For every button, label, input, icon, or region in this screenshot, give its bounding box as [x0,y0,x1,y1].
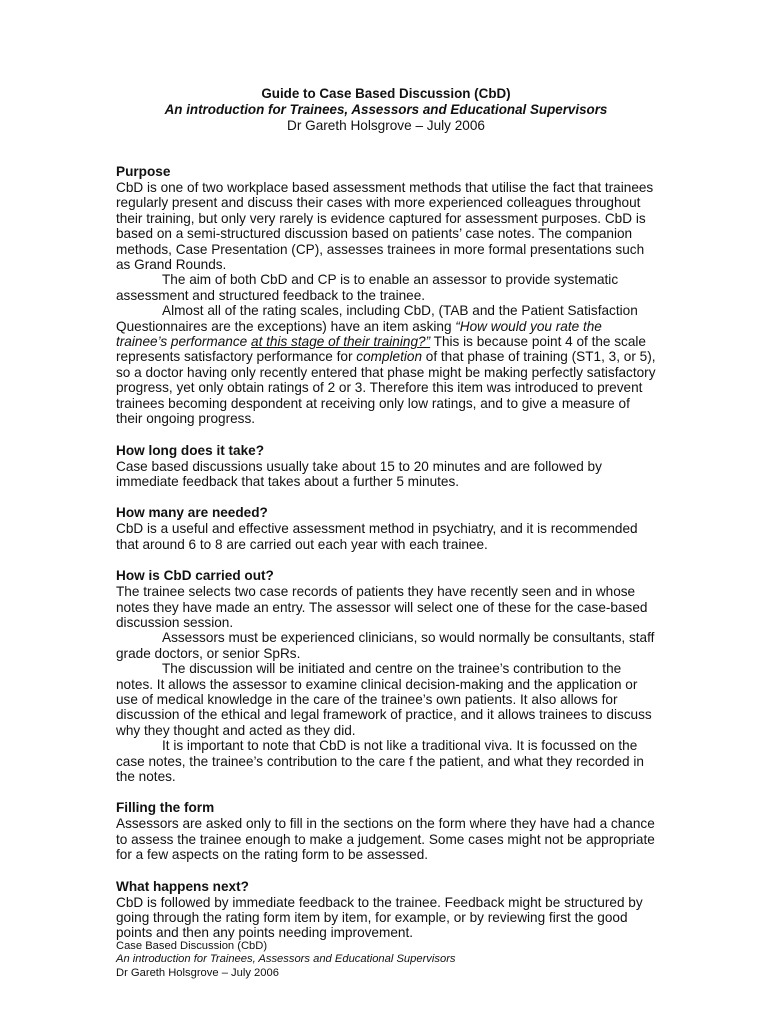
paragraph [116,303,656,426]
section-heading: How is CbD carried out? [116,568,274,584]
section-how-many [116,505,656,552]
paragraph: Case based discussions usually take about 15 to 20 minutes and are followed by immediate feedback that takes about a further 5 minutes. [116,458,602,489]
title-block [116,86,656,134]
footer-line: Dr Gareth Holsgrove – July 2006 [116,966,279,979]
paragraph: CbD is a useful and effective assessment method in psychiatry, and it is recommended that around 6 to 8 are carried out each year with each trainee. [116,521,638,552]
text-run: This is because point 4 of the scale represents satisfactory performance for [116,334,646,365]
section-purpose [116,164,656,427]
document-body [116,86,656,941]
section-how-long [116,443,656,490]
footer-line: An introduction for Trainees, Assessors and Educational Supervisors [116,953,456,966]
paragraph: It is important to note that CbD is not like a traditional viva. It is focussed on the case notes, the trainee’s contribution to the care f the patient, and what they recorded in the notes. [116,738,644,784]
emphasis-text: completion [356,349,423,365]
paragraph: CbD is followed by immediate feedback to the trainee. Feedback might be structured by going through the rating form item by item, for example, or by reviewing first the good points and then any points needing improvement. [116,894,643,941]
section-heading: What happens next? [116,878,249,894]
section-heading: Purpose [116,164,171,179]
footer-line: Case Based Discussion (CbD) [116,940,268,952]
section-heading: Filling the form [116,800,215,816]
paragraph: CbD is one of two workplace based assessment methods that utilise the fact that trainees regularly present and discuss their cases with more experienced colleagues throughout their training, but only very rarely is evidence captured for assessment purposes. CbD is based on a semi-structured discussion based on patients’ case notes. The companion methods, Case Presentation (CP), assesses trainees in more formal presentations such as Grand Rounds. [116,180,654,273]
paragraph: The aim of both CbD and CP is to enable an assessor to provide systematic assessment and structured feedback to the trainee. [116,272,619,303]
document-author: Dr Gareth Holsgrove – July 2006 [287,118,485,133]
paragraph: The discussion will be initiated and centre on the trainee’s contribution to the notes. It allows the assessor to examine clinical decision-making and the application or use of medical knowledge in the care of the trainee’s own patients. It also allows for discussion of the ethical and legal framework of practice, and it allows trainees to discuss why they thought and acted as they did. [116,661,652,738]
section-filling-form [116,800,656,862]
paragraph: The trainee selects two case records of patients they have recently seen and in whose notes they have made an entry. The assessor will select one of these for the case-based discussion session. [116,584,648,630]
text-run: of that phase of training (ST1, 3, or 5), so a doctor having only recently entered that phase might be making perfectly satisfactory progress, yet only obtain ratings of 2 or 3. Therefore this item was introduced to prevent trainees becoming despondent at receiving only low ratings, and to give a measure of their ongoing progress. [116,349,656,427]
section-how-carried-out [116,568,656,784]
text-run: Almost all of the rating scales, including CbD, (TAB and the Patient Satisfaction Questionnaires are the exceptions) have an item asking [116,303,638,334]
section-heading: How long does it take? [116,442,265,458]
document-title: Guide to Case Based Discussion (CbD) [261,86,511,101]
section-heading: How many are needed? [116,505,268,521]
document-subtitle: An introduction for Trainees, Assessors and Educational Supervisors [164,102,608,117]
paragraph: Assessors are asked only to fill in the sections on the form where they have had a chance to assess the trainee enough to make a judgement. Some cases might not be appropriate for a few aspects on the rating form to be assessed. [116,816,655,863]
text-run: “How would you rate the trainee’s performance [116,318,602,350]
page-footer [116,940,456,980]
underlined-text: at this stage of their training?” [251,334,431,350]
paragraph: Assessors must be experienced clinicians, so would normally be consultants, staff grade doctors, or senior SpRs. [116,630,655,661]
section-what-next [116,879,656,941]
